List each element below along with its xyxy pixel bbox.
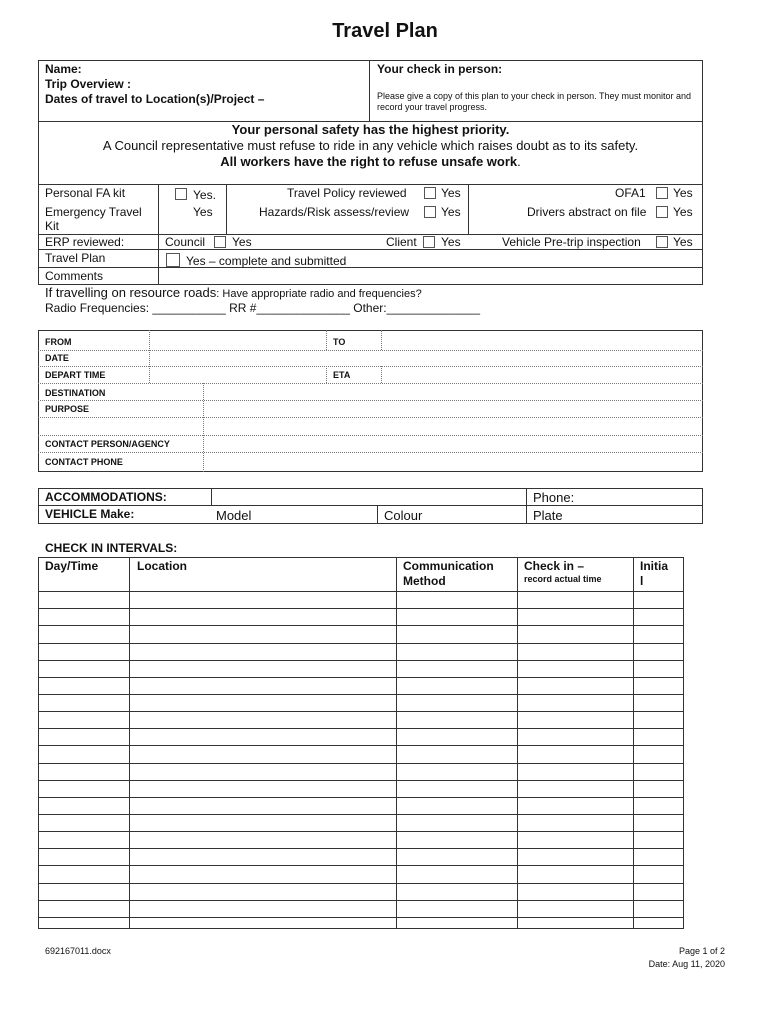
footer-date: Date: Aug 11, 2020: [648, 959, 725, 969]
depart-time-label: DEPART TIME: [45, 370, 106, 380]
council-yes: Yes: [232, 235, 252, 249]
table-row: [38, 728, 684, 729]
resource-roads-small: : Have appropriate radio and frequencies?: [216, 288, 422, 300]
accommodations-label: ACCOMMODATIONS:: [45, 490, 167, 504]
drivers-abstract-yes: Yes: [673, 205, 693, 219]
name-label: Name:: [45, 62, 82, 76]
hazards-yes: Yes: [441, 205, 461, 219]
table-row: [38, 848, 684, 849]
table-row: [38, 625, 684, 626]
contact-person-label: CONTACT PERSON/AGENCY: [45, 439, 170, 449]
ofa1-yes: Yes: [673, 186, 693, 200]
col-comm-1: Communication: [403, 559, 494, 573]
comments-label: Comments: [45, 269, 104, 283]
safety-line-3-end: .: [517, 154, 521, 169]
emergency-kit-label-1: Emergency Travel: [45, 205, 142, 219]
table-row: [38, 608, 684, 609]
col-checkin: Check in –: [524, 559, 585, 573]
safety-line-3-text: All workers have the right to refuse unsafe work: [220, 154, 518, 169]
model-label: Model: [216, 508, 252, 523]
vehicle-make-label: VEHICLE Make:: [45, 507, 135, 521]
table-row: [38, 591, 684, 592]
table-row: [38, 814, 684, 815]
vehicle-pretrip-checkbox[interactable]: [656, 236, 668, 248]
col-comm-2: Method: [403, 574, 446, 588]
eta-label: ETA: [333, 370, 351, 380]
personal-fa-checkbox[interactable]: [175, 188, 187, 200]
emergency-kit-yes: Yes: [193, 205, 213, 219]
ofa1-checkbox[interactable]: [656, 187, 668, 199]
table-row: [38, 865, 684, 866]
trip-details-box: [38, 330, 703, 472]
trip-overview-label: Trip Overview :: [45, 77, 132, 91]
emergency-kit-label-2: Kit: [45, 219, 60, 233]
table-row: [38, 745, 684, 746]
col-checkin-note: record actual time: [524, 574, 602, 584]
phone-label: Phone:: [533, 490, 575, 505]
hazards-checkbox[interactable]: [424, 206, 436, 218]
radio-frequencies: Radio Frequencies: ___________ RR #______________ Other:______________: [45, 301, 481, 315]
table-row: [38, 883, 684, 884]
travel-policy-label: Travel Policy reviewed: [287, 186, 407, 200]
erp-label: ERP reviewed:: [45, 235, 125, 249]
hazards-label: Hazards/Risk assess/review: [259, 205, 410, 219]
to-label: TO: [333, 337, 346, 347]
client-yes: Yes: [441, 235, 461, 249]
from-label: FROM: [45, 337, 72, 347]
safety-line-2: A Council representative must refuse to ride in any vehicle which raises doubt as to its safety.: [102, 138, 639, 153]
table-row: [38, 694, 684, 695]
travel-plan-checkbox[interactable]: [166, 253, 180, 267]
travel-policy-yes: Yes: [441, 186, 461, 200]
table-row: [38, 797, 684, 798]
drivers-abstract-checkbox[interactable]: [656, 206, 668, 218]
purpose-label: PURPOSE: [45, 404, 90, 414]
intervals-table: [38, 557, 684, 929]
col-initial-2: l: [640, 574, 644, 588]
contact-phone-label: CONTACT PHONE: [45, 457, 123, 467]
destination-label: DESTINATION: [45, 388, 106, 398]
council-label: Council: [165, 235, 206, 249]
table-row: [38, 660, 684, 661]
col-daytime: Day/Time: [45, 559, 99, 573]
table-row: [38, 780, 684, 781]
page-title: Travel Plan: [332, 20, 438, 42]
table-row: [38, 763, 684, 764]
council-checkbox[interactable]: [214, 236, 226, 248]
safety-line-3: [38, 154, 703, 169]
vehicle-pretrip-yes: Yes: [673, 235, 693, 249]
safety-line-1: Your personal safety has the highest priority.: [231, 122, 510, 137]
resource-roads-line: [45, 285, 422, 300]
ofa1-label: OFA1: [615, 186, 646, 200]
resource-roads-main: If travelling on resource roads: [45, 285, 217, 300]
travel-policy-checkbox[interactable]: [424, 187, 436, 199]
personal-fa-yes: Yes.: [193, 188, 216, 202]
personal-fa-label: Personal FA kit: [45, 186, 126, 200]
check-in-intervals-heading: CHECK IN INTERVALS:: [45, 541, 178, 555]
table-row: [38, 677, 684, 678]
date-label: DATE: [45, 353, 69, 363]
table-row: [38, 831, 684, 832]
table-row: [38, 711, 684, 712]
colour-label: Colour: [384, 508, 423, 523]
client-checkbox[interactable]: [423, 236, 435, 248]
table-row: [38, 643, 684, 644]
footer-page: Page 1 of 2: [678, 946, 725, 956]
plate-label: Plate: [533, 508, 563, 523]
checkin-note: Please give a copy of this plan to your check in person. They must monitor and record your travel progress.: [377, 91, 692, 112]
col-initial-1: Initia: [640, 559, 669, 573]
drivers-abstract-label: Drivers abstract on file: [527, 205, 647, 219]
table-row: [38, 917, 684, 918]
travel-plan-complete: Yes – complete and submitted: [186, 254, 347, 268]
client-label: Client: [386, 235, 417, 249]
table-row: [38, 900, 684, 901]
vehicle-pretrip-label: Vehicle Pre-trip inspection: [502, 235, 641, 249]
checkin-person-label: Your check in person:: [377, 62, 503, 76]
footer-file: 692167011.docx: [45, 946, 111, 956]
col-location: Location: [137, 559, 187, 573]
dates-label: Dates of travel to Location(s)/Project –: [45, 92, 265, 106]
travel-plan-label: Travel Plan: [45, 251, 106, 265]
